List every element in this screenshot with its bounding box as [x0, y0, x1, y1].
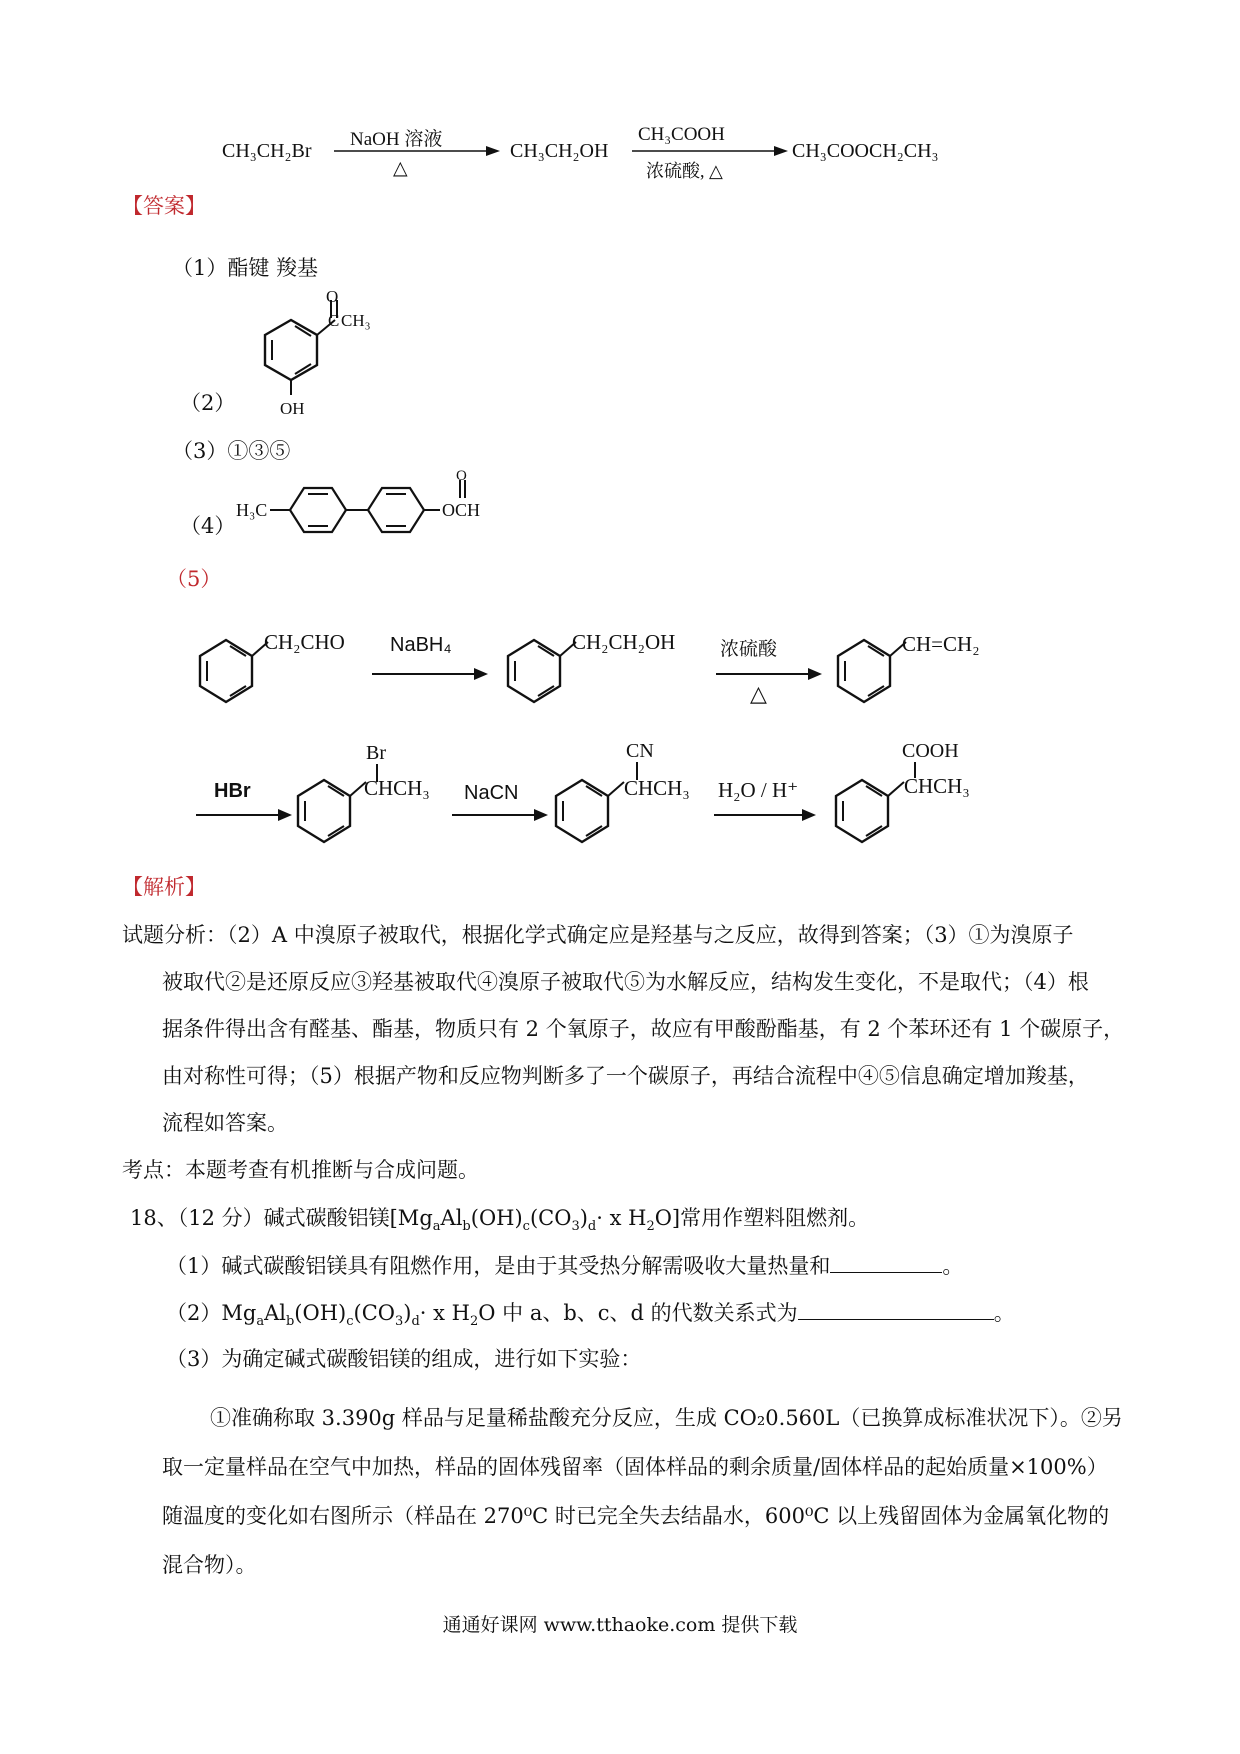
sub-3-2: 3 [394, 1314, 404, 1330]
carbonyl-carbon-label: C [328, 311, 340, 330]
q18-part-3: （3）为确定碱式碳酸铝镁的组成，进行如下实验： [166, 1347, 642, 1371]
water-o: O] [654, 1206, 681, 1230]
scheme-arrow-3 [194, 808, 294, 822]
reagent-conc-sulfuric: 浓硫酸 [720, 639, 778, 660]
mol2-substituent: CH₂CH₂OH [572, 630, 676, 654]
page-footer: 通通好课网 www.tthaoke.com 提供下载 [442, 1614, 798, 1636]
q18-stem [130, 1205, 869, 1240]
reagent-hbr: HBr [214, 780, 251, 802]
arrow1-reagent: NaOH 溶液 [350, 129, 443, 150]
mol5-substituent: CHCH₃ [624, 776, 690, 800]
water-o-2: O [478, 1301, 496, 1325]
answer-item-2-label: （2） [180, 391, 236, 415]
experiment-line-3: 随温度的变化如右图所示（样品在 270⁰C 时已完全失去结晶水，600⁰C 以上残留固体为金属氧化物的 [162, 1504, 1110, 1528]
analysis-line-4: 由对称性可得；（5）根据产物和反应物判断多了一个碳原子，再结合流程中④⑤信息确定增加羧基， [162, 1064, 1089, 1088]
al-symbol: Al [440, 1206, 463, 1230]
arrow1-condition: △ [393, 158, 408, 179]
reagent-nabh4: NaBH₄ [390, 634, 452, 656]
sub-b: b [462, 1219, 471, 1235]
analysis-header: 【解析】 [122, 875, 206, 899]
oh-group: (OH) [470, 1206, 523, 1230]
carbonyl-oxygen-label: O [326, 287, 339, 306]
co3-group-2: (CO [353, 1301, 395, 1325]
product-ethanol: CH₃CH₂OH [510, 140, 609, 162]
mol6-top-group: COOH [902, 740, 959, 762]
q18-part-1-text: （1）碱式碳酸铝镁具有阻燃作用，是由于其受热分解需吸收大量热量和 [166, 1254, 831, 1278]
sub-c-2: c [346, 1314, 354, 1330]
reagent-hydrolysis: H₂O / H⁺ [718, 778, 799, 802]
heat-condition: △ [750, 681, 767, 706]
mol6-substituent: CHCH₃ [904, 774, 970, 798]
reactant-ethyl-bromide: CH₃CH₂Br [222, 140, 312, 162]
methyl-label: CH₃ [341, 311, 371, 330]
answer-item-5-label: （5） [166, 567, 222, 591]
q18-part-2 [166, 1299, 1015, 1335]
reaction-arrow-1 [332, 144, 502, 158]
answer-blank-1[interactable] [830, 1252, 942, 1273]
reaction-arrow-2 [630, 144, 790, 158]
q18-part-1-end: 。 [942, 1254, 964, 1278]
q18-stem-tail: 常用作塑料阻燃剂。 [680, 1206, 870, 1230]
sub-d: d [587, 1219, 597, 1235]
answer-blank-2[interactable] [798, 1299, 994, 1320]
al-symbol-2: Al [264, 1301, 286, 1325]
mol4-substituent: CHCH₃ [364, 776, 430, 800]
arrow2-condition: 浓硫酸, △ [646, 161, 723, 181]
answer-4-structure [232, 468, 532, 538]
water-x: · x H [596, 1206, 647, 1230]
analysis-line-3: 据条件得出含有醛基、酯基，物质只有 2 个氧原子，故应有甲酸酚酯基，有 2 个苯环还有 1 个碳原子， [162, 1017, 1125, 1041]
formyl-oxygen-label: O [456, 468, 467, 484]
reagent-nacn: NaCN [464, 782, 519, 804]
sub-a-2: a [256, 1314, 265, 1330]
q18-stem-prefix: 18、（12 分）碱式碳酸铝镁[Mg [130, 1206, 433, 1230]
mol3-substituent: CH=CH₂ [902, 632, 980, 656]
scheme-arrow-4 [450, 808, 550, 822]
scheme-arrow-2 [714, 667, 824, 681]
q18-part-1 [166, 1252, 963, 1279]
product-ethyl-acetate: CH₃COOCH₂CH₃ [792, 140, 939, 162]
sub-c: c [522, 1219, 530, 1235]
answer-2-structure [225, 287, 371, 420]
answer-item-1: （1）酯键 羧基 [172, 256, 319, 280]
analysis-line-2: 被取代②是还原反应③羟基被取代④溴原子被取代⑤为水解反应，结构发生变化，不是取代；（4）根 [162, 970, 1089, 994]
answer-header: 【答案】 [122, 194, 206, 218]
analysis-kaodian: 考点：本题考查有机推断与合成问题。 [122, 1158, 479, 1182]
q18-part-2-end: 。 [993, 1301, 1015, 1325]
analysis-line-1: 试题分析：（2）A 中溴原子被取代，根据化学式确定应是羟基与之反应，故得到答案；（3）①为溴原子 [122, 923, 1074, 947]
sub-2: 2 [646, 1219, 655, 1235]
mol4-top-group: Br [366, 742, 386, 764]
experiment-line-4: 混合物）。 [162, 1553, 257, 1577]
co3-group: (CO [529, 1206, 572, 1230]
water-x-2: · x H [419, 1301, 470, 1325]
paren-close: ) [579, 1206, 588, 1230]
scheme-arrow-5 [712, 808, 818, 822]
answer-item-3: （3）①③⑤ [172, 439, 291, 463]
methyl-left-label: H₃C [236, 500, 268, 520]
sub-2-2: 2 [469, 1314, 479, 1330]
arrow2-reagent: CH₃COOH [638, 124, 725, 145]
sub-b-2: b [285, 1314, 295, 1330]
hydroxyl-label: OH [280, 399, 305, 418]
mol5-top-group: CN [626, 740, 654, 762]
benzene-ring-5 [546, 768, 636, 858]
q18-part-2-prefix: （2）Mg [166, 1301, 257, 1325]
answer-item-4-label: （4） [180, 514, 236, 538]
benzene-ring-6 [826, 768, 916, 858]
sub-3: 3 [571, 1219, 580, 1235]
mol1-substituent: CH₂CHO [264, 630, 345, 654]
formate-label: OCH [442, 500, 481, 520]
experiment-line-2: 取一定量样品在空气中加热，样品的固体残留率（固体样品的剩余质量/固体样品的起始质量×100%） [162, 1455, 1108, 1479]
experiment-line-1: ①准确称取 3.390g 样品与足量稀盐酸充分反应，生成 CO₂0.560L（已换算成标准状况下）。②另 [210, 1406, 1123, 1430]
scheme-arrow-1 [370, 667, 490, 681]
q18-part-2-text: 中 a、b、c、d 的代数关系式为 [495, 1301, 798, 1325]
sub-a: a [432, 1219, 441, 1235]
paren-close-2: ) [403, 1301, 412, 1325]
sub-d-2: d [411, 1314, 420, 1330]
oh-group-2: (OH) [294, 1301, 347, 1325]
analysis-line-5: 流程如答案。 [162, 1111, 288, 1135]
